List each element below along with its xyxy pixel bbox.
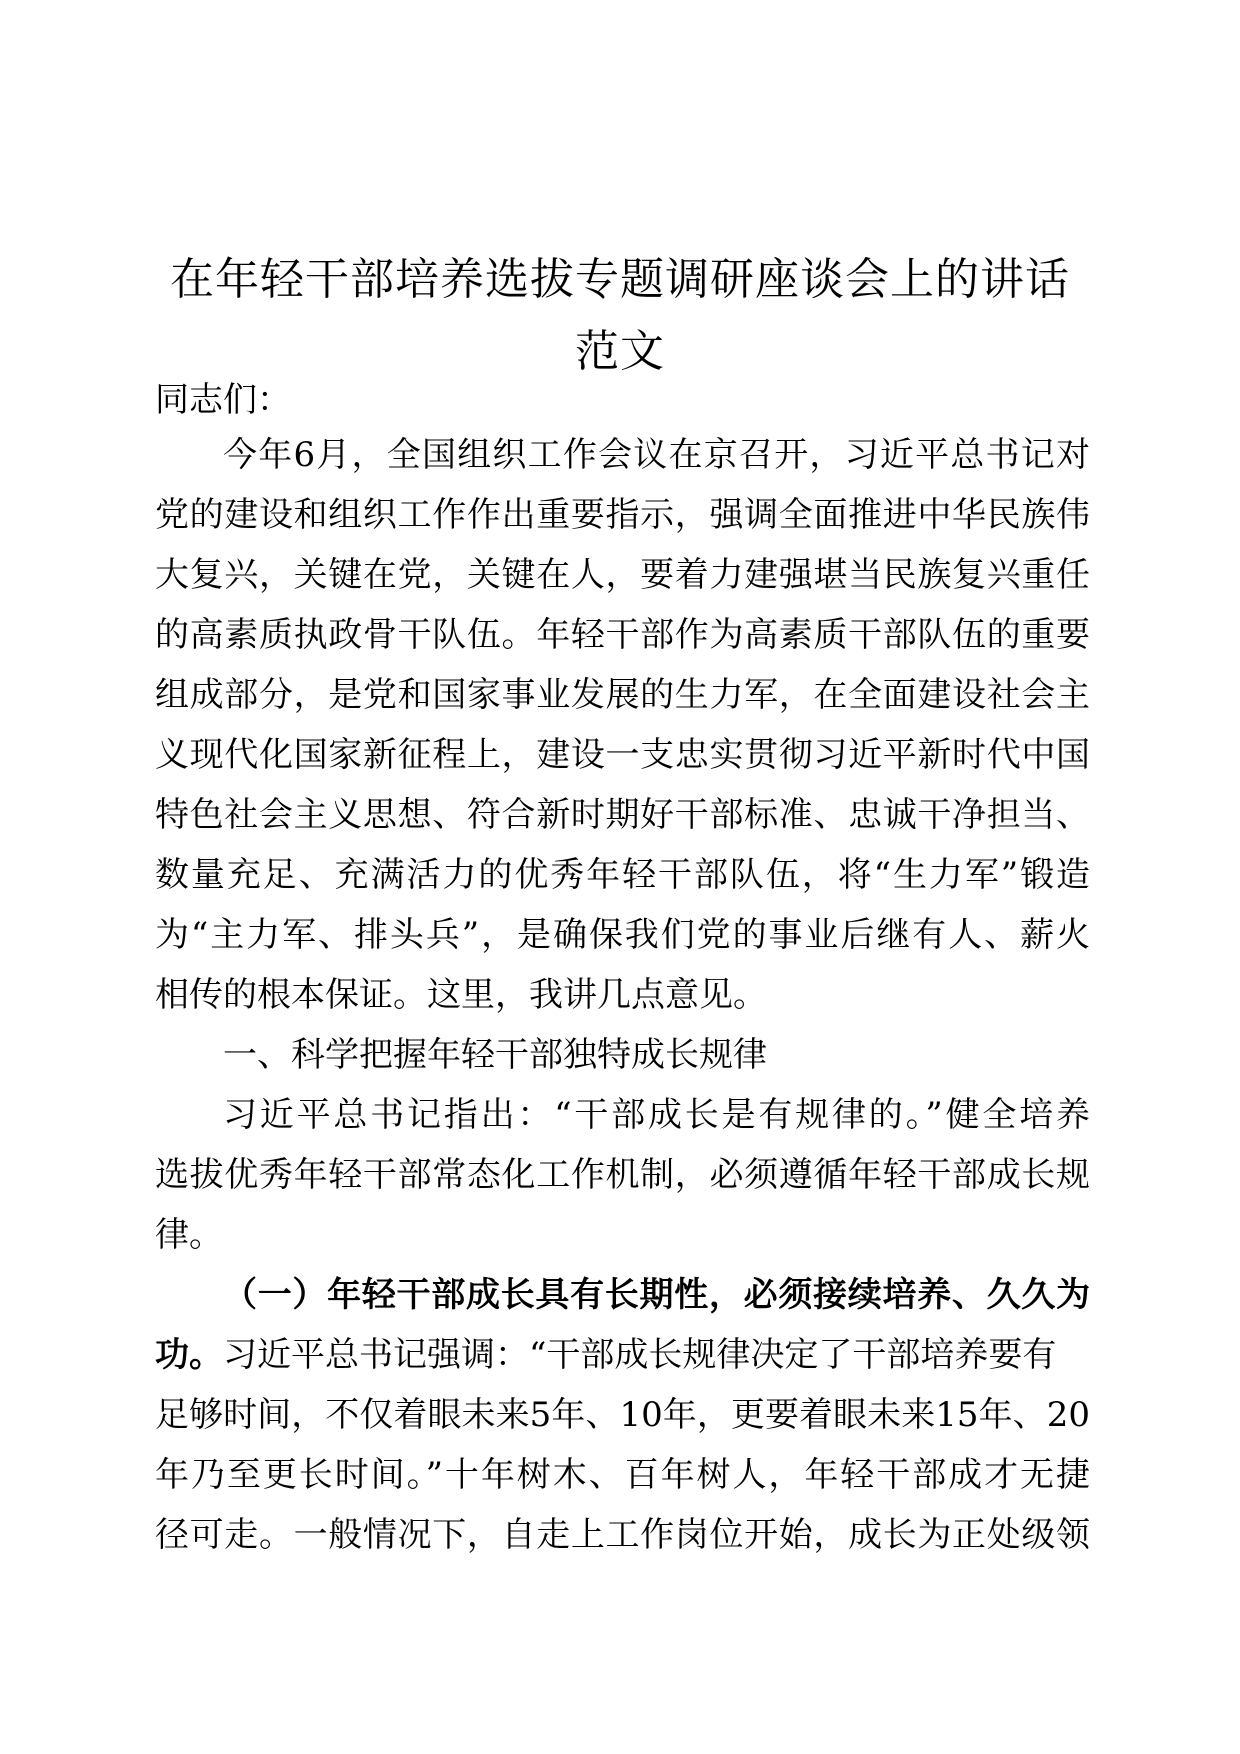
paragraph-line: 足够时间，不仅着眼未来5年、10年，更要着眼未来15年、20 bbox=[155, 1395, 1090, 1435]
paragraph-line-text: 习近平总书记强调：“干部成长规律决定了干部培养要有 bbox=[223, 1335, 1057, 1375]
document-title-line-2: 范文 bbox=[575, 326, 665, 377]
paragraph-line: 为“主力军、排头兵”，是确保我们党的事业后继有人、薪火 bbox=[155, 915, 1090, 955]
paragraph-line: 年乃至更长时间。”十年树木、百年树人，年轻干部成才无捷 bbox=[155, 1455, 1090, 1495]
paragraph-line: 组成部分，是党和国家事业发展的生力军，在全面建设社会主 bbox=[155, 675, 1090, 715]
subsection-heading: （一）年轻干部成长具有长期性，必须接续培养、久久为 bbox=[223, 1275, 1090, 1315]
subsection-heading-tail: 功。 bbox=[155, 1335, 223, 1375]
section-heading: 一、科学把握年轻干部独特成长规律 bbox=[223, 1035, 767, 1075]
paragraph-line-mixed bbox=[155, 1325, 1090, 1385]
paragraph-line: 特色社会主义思想、符合新时期好干部标准、忠诚干净担当、 bbox=[155, 795, 1090, 835]
document-title-line-1: 在年轻干部培养选拔专题调研座谈会上的讲话 bbox=[170, 254, 1070, 305]
paragraph-line: 数量充足、充满活力的优秀年轻干部队伍，将“生力军”锻造 bbox=[155, 855, 1090, 895]
paragraph-line: 选拔优秀年轻干部常态化工作机制，必须遵循年轻干部成长规 bbox=[155, 1155, 1090, 1195]
paragraph-line: 义现代化国家新征程上，建设一支忠实贯彻习近平新时代中国 bbox=[155, 735, 1090, 775]
paragraph-line: 党的建设和组织工作作出重要指示，强调全面推进中华民族伟 bbox=[155, 495, 1090, 535]
paragraph-line: 大复兴，关键在党，关键在人，要着力建强堪当民族复兴重任 bbox=[155, 555, 1090, 595]
paragraph-line: 的高素质执政骨干队伍。年轻干部作为高素质干部队伍的重要 bbox=[155, 615, 1090, 655]
paragraph-line: 相传的根本保证。这里，我讲几点意见。 bbox=[155, 975, 767, 1015]
paragraph-line: 径可走。一般情况下，自走上工作岗位开始，成长为正处级领 bbox=[155, 1515, 1090, 1555]
paragraph-line: 律。 bbox=[155, 1215, 223, 1255]
paragraph-line: 今年6月，全国组织工作会议在京召开，习近平总书记对 bbox=[223, 435, 1090, 475]
salutation: 同志们： bbox=[155, 380, 291, 420]
paragraph-line: 习近平总书记指出：“干部成长是有规律的。”健全培养 bbox=[223, 1095, 1090, 1135]
